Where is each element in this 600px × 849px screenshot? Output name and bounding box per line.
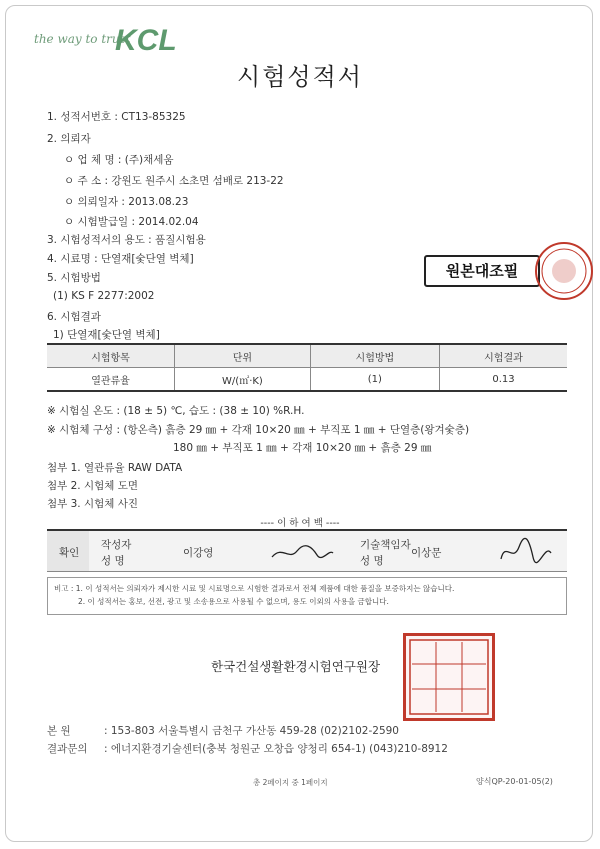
document-title: 시험성적서	[237, 63, 363, 91]
company-name: ㅇ 업 체 명 : (주)채세움	[64, 154, 174, 166]
results-table	[47, 343, 567, 392]
note-2: 2. 이 성적서는 홍보, 선전, 광고 및 소송용으로 사용될 수 없으며, 용도 이외의 사용을 금합니다.	[78, 597, 389, 606]
form-number: 양식QP-20-01-05(2)	[476, 777, 553, 786]
header-test-item: 시험항목	[47, 344, 175, 368]
original-copy-stamp: 원본대조필	[424, 255, 540, 287]
attachment-1: 첨부 1. 열관류율 RAW DATA	[47, 462, 183, 474]
svg-text:KCL: KCL	[115, 24, 177, 57]
tech-name-label: 성 명	[360, 555, 384, 567]
tagline: the way to trust	[34, 32, 131, 46]
specimen-composition: ※ 시험체 구성 : (항온측) 흙층 29 ㎜ + 각재 10×20 ㎜ + 부직포 1 ㎜ + 단열층(왕겨숯층)	[47, 424, 470, 436]
attachment-2: 첨부 2. 시험체 도면	[47, 480, 139, 492]
contact-info: : 에너지환경기술센터(충북 청원군 오창읍 양청리 654-1) (043)210-8912	[104, 743, 448, 755]
confirm-label: 확인	[59, 547, 80, 559]
table-row	[47, 368, 567, 392]
contact-label: 결과문의	[47, 743, 88, 755]
table-header-row	[47, 344, 567, 368]
writer-role: 작성자	[101, 539, 132, 551]
sample-name: 4. 시료명 : 단열재[숯단열 벽체]	[47, 253, 194, 265]
tech-signature	[495, 535, 555, 567]
header-result: 시험결과	[439, 344, 567, 368]
red-approval-stamp	[533, 240, 595, 302]
test-method: (1) KS F 2277:2002	[53, 290, 155, 302]
note-1: 비고 : 1. 이 성적서는 의뢰자가 제시한 시료 및 시료명으로 시험한 결과로서 전체 제품에 대한 품질을 보증하지는 않습니다.	[54, 584, 455, 593]
cell-result: 0.13	[439, 368, 567, 392]
specimen-composition-cont: 180 ㎜ + 부직포 1 ㎜ + 각재 10×20 ㎜ + 흙층 29 ㎜	[173, 442, 432, 454]
requester-heading: 2. 의뢰자	[47, 133, 91, 145]
institute-seal	[403, 633, 495, 721]
results-subheading: 1) 단열재[숯단열 벽체]	[53, 329, 160, 341]
page-number: 총 2페이지 중 1페이지	[253, 778, 328, 787]
request-date: ㅇ 의뢰일자 : 2013.08.23	[64, 196, 189, 208]
hq-address-label: 본 원	[47, 725, 71, 737]
test-method-heading: 5. 시험방법	[47, 272, 101, 284]
hq-address: : 153-803 서울특별시 금천구 가산동 459-28 (02)2102-2590	[104, 725, 399, 737]
signature-block	[47, 529, 567, 572]
report-purpose: 3. 시험성적서의 용도 : 품질시험용	[47, 234, 206, 246]
cell-test-item: 열관류율	[47, 368, 175, 392]
issue-date: ㅇ 시험발급일 : 2014.02.04	[64, 216, 199, 228]
tech-name: 이상문	[411, 547, 442, 559]
writer-signature	[267, 539, 337, 565]
writer-name: 이강영	[183, 547, 214, 559]
address: ㅇ 주 소 : 강원도 원주시 소초면 섬배로 213-22	[64, 175, 284, 187]
end-of-page-marker: ---- 이 하 여 백 ----	[260, 518, 340, 529]
tech-role: 기술책임자	[360, 539, 411, 551]
writer-name-label: 성 명	[101, 555, 125, 567]
header-method: 시험방법	[310, 344, 439, 368]
cell-unit: W/(㎡·K)	[175, 368, 311, 392]
notes-box	[47, 577, 567, 615]
institute-name: 한국건설생활환경시험연구원장	[211, 659, 381, 674]
test-conditions: ※ 시험실 온도 : (18 ± 5) ℃, 습도 : (38 ± 10) %R.H.	[47, 405, 305, 417]
results-heading: 6. 시험결과	[47, 311, 101, 323]
cell-method: (1)	[310, 368, 439, 392]
report-number: 1. 성적서번호 : CT13-85325	[47, 111, 186, 123]
header-unit: 단위	[175, 344, 311, 368]
attachment-3: 첨부 3. 시험체 사진	[47, 498, 139, 510]
